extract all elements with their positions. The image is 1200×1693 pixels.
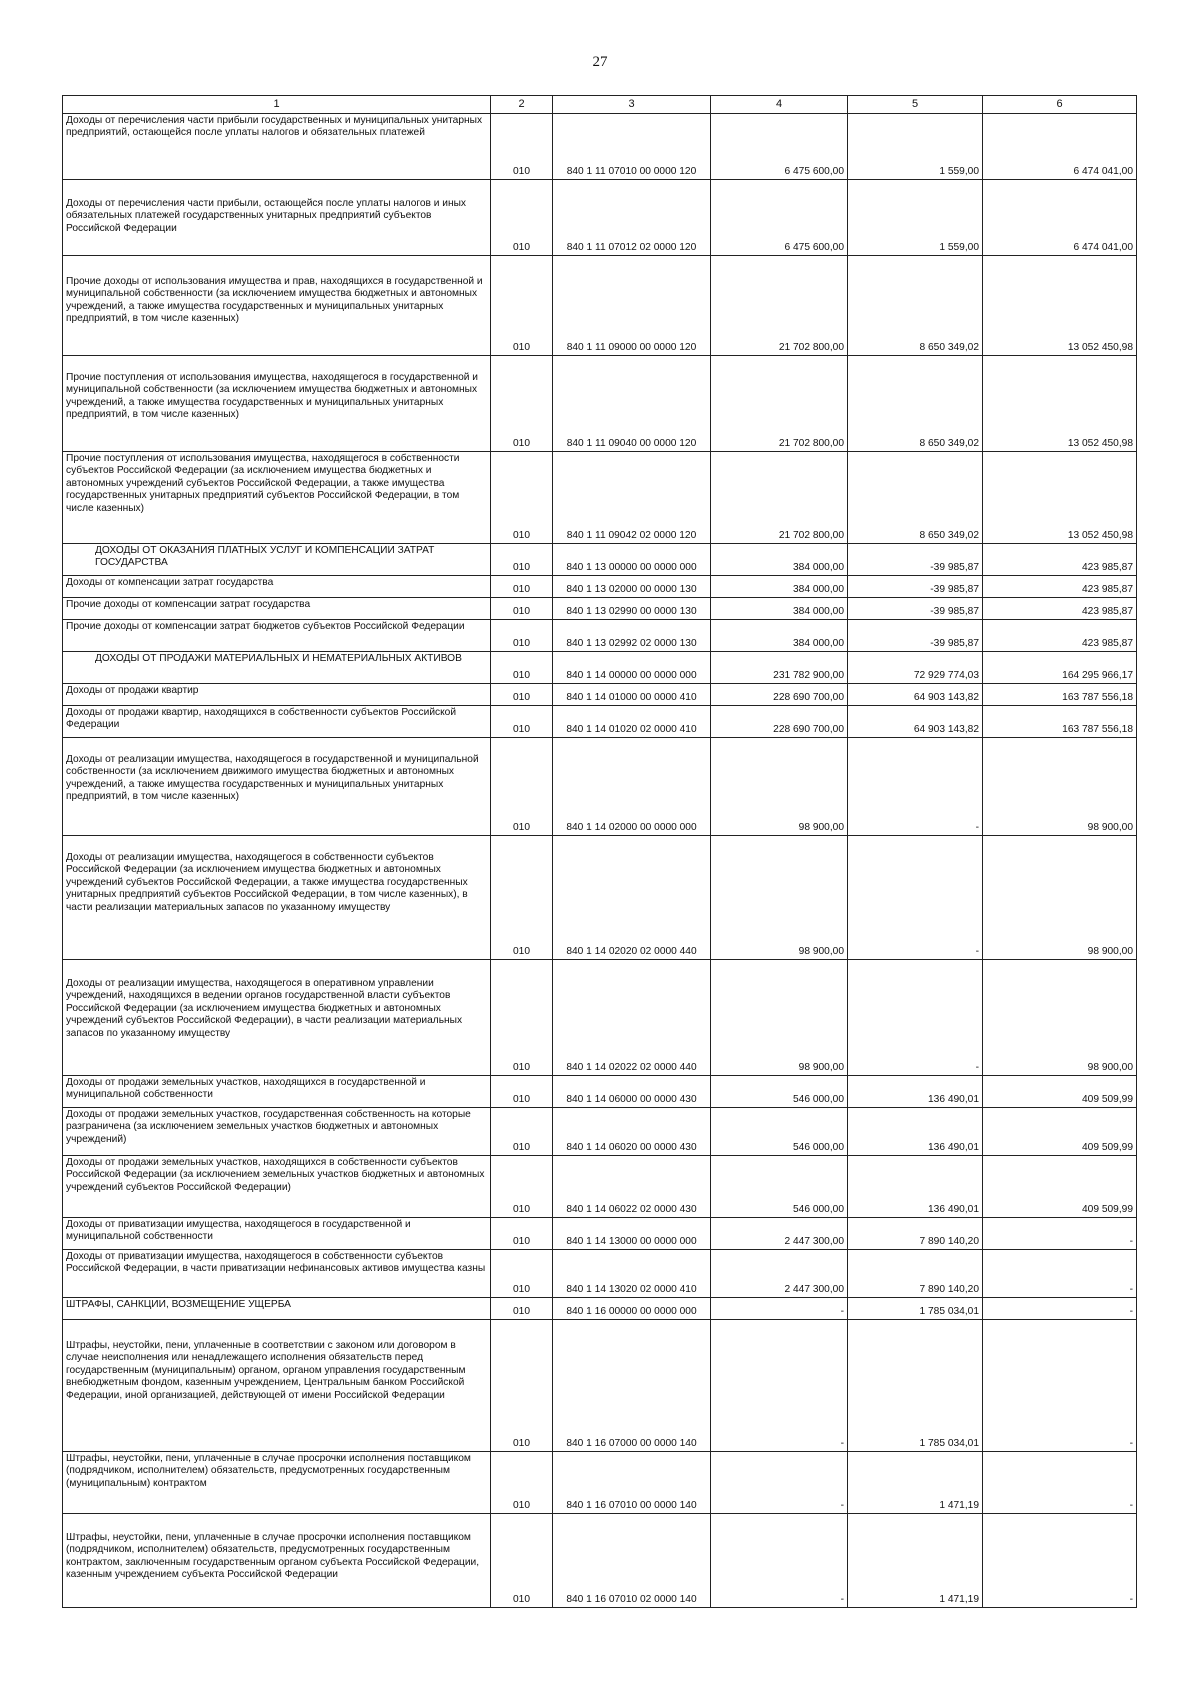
table-row	[63, 1250, 1137, 1298]
row-executed-amount: 1 559,00	[848, 180, 983, 256]
table-row	[63, 836, 1137, 960]
row-executed-amount: -	[848, 836, 983, 960]
row-remaining-amount: -	[983, 1514, 1137, 1608]
row-line-code: 010	[491, 576, 553, 598]
table-row	[63, 684, 1137, 706]
row-name: Доходы от реализации имущества, находящегося в оперативном управлении учреждений, находящихся в ведении органов государственной власти субъектов Российской Федерации (за исключением имущества бюджетных и автономных учреждений субъектов Российской Федерации), в части реализации материальных запасов по указанному имуществу	[63, 960, 491, 1076]
row-name: Штрафы, неустойки, пени, уплаченные в соответствии с законом или договором в случае неисполнения или ненадлежащего исполнения обязательств перед государственным (муниципальным) органом, органом управления государственным внебюджетным фондом, казенным учреждением, Центральным банком Российской Федерации, иной организацией, действующей от имени Российской Федерации	[63, 1320, 491, 1452]
row-executed-amount: 1 471,19	[848, 1514, 983, 1608]
row-plan-amount: 546 000,00	[711, 1076, 848, 1108]
row-budget-code: 840 1 16 07000 00 0000 140	[553, 1320, 711, 1452]
table-row	[63, 960, 1137, 1076]
column-header-2: 2	[491, 96, 553, 114]
row-plan-amount: 384 000,00	[711, 598, 848, 620]
table-row	[63, 356, 1137, 452]
page-number: 27	[592, 54, 608, 70]
row-name: Штрафы, неустойки, пени, уплаченные в случае просрочки исполнения поставщиком (подрядчиком, исполнителем) обязательств, предусмотренных государственным (муниципальным) контрактом	[63, 1452, 491, 1514]
row-remaining-amount: 163 787 556,18	[983, 706, 1137, 738]
row-line-code: 010	[491, 544, 553, 576]
row-remaining-amount: 98 900,00	[983, 960, 1137, 1076]
row-name: Доходы от продажи земельных участков, находящихся в государственной и муниципальной собственности	[63, 1076, 491, 1108]
row-remaining-amount: -	[983, 1320, 1137, 1452]
row-plan-amount: 6 475 600,00	[711, 180, 848, 256]
row-budget-code: 840 1 13 02992 02 0000 130	[553, 620, 711, 652]
row-name: Штрафы, неустойки, пени, уплаченные в случае просрочки исполнения поставщиком (подрядчиком, исполнителем) обязательств, предусмотренных государственным контрактом, заключенным государственным органом субъекта Российской Федерации, казенным учреждением субъекта Российской Федерации	[63, 1514, 491, 1608]
row-executed-amount: -39 985,87	[848, 544, 983, 576]
column-header-4: 4	[711, 96, 848, 114]
row-name: Доходы от реализации имущества, находящегося в государственной и муниципальной собственности (за исключением движимого имущества бюджетных и автономных учреждений, а также имущества государственных и муниципальных унитарных предприятий, в том числе казенных)	[63, 738, 491, 836]
row-name: Доходы от продажи земельных участков, государственная собственность на которые разграничена (за исключением земельных участков бюджетных и автономных учреждений)	[63, 1108, 491, 1156]
row-line-code: 010	[491, 1156, 553, 1218]
table-row	[63, 114, 1137, 180]
row-plan-amount: 21 702 800,00	[711, 256, 848, 356]
row-name: Прочие доходы от компенсации затрат бюджетов субъектов Российской Федерации	[63, 620, 491, 652]
row-budget-code: 840 1 13 02990 00 0000 130	[553, 598, 711, 620]
table-row	[63, 1514, 1137, 1608]
column-header-3: 3	[553, 96, 711, 114]
row-plan-amount: 384 000,00	[711, 620, 848, 652]
row-remaining-amount: 6 474 041,00	[983, 180, 1137, 256]
table-row	[63, 652, 1137, 684]
row-name: ДОХОДЫ ОТ ПРОДАЖИ МАТЕРИАЛЬНЫХ И НЕМАТЕРИАЛЬНЫХ АКТИВОВ	[63, 652, 491, 684]
row-line-code: 010	[491, 836, 553, 960]
row-remaining-amount: -	[983, 1250, 1137, 1298]
row-budget-code: 840 1 14 13020 02 0000 410	[553, 1250, 711, 1298]
row-line-code: 010	[491, 256, 553, 356]
row-plan-amount: 228 690 700,00	[711, 684, 848, 706]
table-row	[63, 544, 1137, 576]
row-budget-code: 840 1 13 02000 00 0000 130	[553, 576, 711, 598]
row-line-code: 010	[491, 180, 553, 256]
row-remaining-amount: 409 509,99	[983, 1156, 1137, 1218]
row-name: Доходы от перечисления части прибыли, остающейся после уплаты налогов и иных обязательных платежей государственных унитарных предприятий субъектов Российской Федерации	[63, 180, 491, 256]
row-budget-code: 840 1 16 00000 00 0000 000	[553, 1298, 711, 1320]
table-row	[63, 1156, 1137, 1218]
row-budget-code: 840 1 14 13000 00 0000 000	[553, 1218, 711, 1250]
table-row	[63, 1076, 1137, 1108]
row-remaining-amount: 409 509,99	[983, 1108, 1137, 1156]
row-name: Прочие поступления от использования имущества, находящегося в государственной и муниципальной собственности (за исключением имущества бюджетных и автономных учреждений, а также имущества государственных и муниципальных унитарных предприятий, в том числе казенных)	[63, 356, 491, 452]
row-remaining-amount: 163 787 556,18	[983, 684, 1137, 706]
row-remaining-amount: -	[983, 1218, 1137, 1250]
row-name: Прочие доходы от компенсации затрат государства	[63, 598, 491, 620]
row-budget-code: 840 1 14 01020 02 0000 410	[553, 706, 711, 738]
row-remaining-amount: 13 052 450,98	[983, 356, 1137, 452]
row-remaining-amount: 409 509,99	[983, 1076, 1137, 1108]
row-plan-amount: -	[711, 1298, 848, 1320]
row-plan-amount: -	[711, 1452, 848, 1514]
row-budget-code: 840 1 14 06020 00 0000 430	[553, 1108, 711, 1156]
row-line-code: 010	[491, 1076, 553, 1108]
row-budget-code: 840 1 11 07010 00 0000 120	[553, 114, 711, 180]
row-line-code: 010	[491, 706, 553, 738]
row-executed-amount: -	[848, 960, 983, 1076]
row-plan-amount: 384 000,00	[711, 544, 848, 576]
row-remaining-amount: -	[983, 1298, 1137, 1320]
row-remaining-amount: 13 052 450,98	[983, 256, 1137, 356]
row-line-code: 010	[491, 1452, 553, 1514]
row-name: Доходы от продажи квартир	[63, 684, 491, 706]
row-remaining-amount: 98 900,00	[983, 738, 1137, 836]
row-executed-amount: 64 903 143,82	[848, 684, 983, 706]
row-budget-code: 840 1 14 02000 00 0000 000	[553, 738, 711, 836]
table-row	[63, 1298, 1137, 1320]
row-executed-amount: 64 903 143,82	[848, 706, 983, 738]
row-line-code: 010	[491, 452, 553, 544]
income-table	[62, 95, 1137, 1608]
table-row	[63, 576, 1137, 598]
row-executed-amount: 136 490,01	[848, 1156, 983, 1218]
row-remaining-amount: 423 985,87	[983, 576, 1137, 598]
row-remaining-amount: 13 052 450,98	[983, 452, 1137, 544]
row-budget-code: 840 1 14 02022 02 0000 440	[553, 960, 711, 1076]
row-executed-amount: 1 471,19	[848, 1452, 983, 1514]
row-line-code: 010	[491, 1514, 553, 1608]
row-name: Прочие поступления от использования имущества, находящегося в собственности субъектов Российской Федерации (за исключением имущества бюджетных и автономных учреждений субъектов Российской Федерации, а также имущества государственных унитарных предприятий субъектов Российской Федерации, в том числе казенных)	[63, 452, 491, 544]
table-row	[63, 452, 1137, 544]
row-plan-amount: 231 782 900,00	[711, 652, 848, 684]
row-executed-amount: 8 650 349,02	[848, 452, 983, 544]
row-remaining-amount: 423 985,87	[983, 544, 1137, 576]
row-plan-amount: 384 000,00	[711, 576, 848, 598]
row-remaining-amount: 98 900,00	[983, 836, 1137, 960]
row-name: ШТРАФЫ, САНКЦИИ, ВОЗМЕЩЕНИЕ УЩЕРБА	[63, 1298, 491, 1320]
row-plan-amount: 2 447 300,00	[711, 1250, 848, 1298]
row-plan-amount: 228 690 700,00	[711, 706, 848, 738]
row-line-code: 010	[491, 356, 553, 452]
row-executed-amount: 7 890 140,20	[848, 1218, 983, 1250]
row-plan-amount: 21 702 800,00	[711, 452, 848, 544]
row-budget-code: 840 1 11 09042 02 0000 120	[553, 452, 711, 544]
column-header-row	[63, 96, 1137, 114]
table-row	[63, 1452, 1137, 1514]
row-budget-code: 840 1 16 07010 02 0000 140	[553, 1514, 711, 1608]
row-executed-amount: -	[848, 738, 983, 836]
row-remaining-amount: 423 985,87	[983, 598, 1137, 620]
row-line-code: 010	[491, 652, 553, 684]
row-line-code: 010	[491, 1298, 553, 1320]
row-remaining-amount: 6 474 041,00	[983, 114, 1137, 180]
row-plan-amount: 546 000,00	[711, 1156, 848, 1218]
table-row	[63, 1108, 1137, 1156]
table-row	[63, 180, 1137, 256]
row-budget-code: 840 1 14 06022 02 0000 430	[553, 1156, 711, 1218]
table-row	[63, 1218, 1137, 1250]
row-remaining-amount: -	[983, 1452, 1137, 1514]
row-plan-amount: 98 900,00	[711, 738, 848, 836]
row-name: Доходы от компенсации затрат государства	[63, 576, 491, 598]
table-row	[63, 598, 1137, 620]
row-plan-amount: 98 900,00	[711, 960, 848, 1076]
row-remaining-amount: 423 985,87	[983, 620, 1137, 652]
column-header-5: 5	[848, 96, 983, 114]
row-line-code: 010	[491, 598, 553, 620]
row-name: Доходы от продажи земельных участков, находящихся в собственности субъектов Российской Федерации (за исключением земельных участков бюджетных и автономных учреждений субъектов Российской Федерации)	[63, 1156, 491, 1218]
row-executed-amount: 8 650 349,02	[848, 356, 983, 452]
row-name: ДОХОДЫ ОТ ОКАЗАНИЯ ПЛАТНЫХ УСЛУГ И КОМПЕНСАЦИИ ЗАТРАТ ГОСУДАРСТВА	[63, 544, 491, 576]
row-line-code: 010	[491, 620, 553, 652]
row-budget-code: 840 1 14 06000 00 0000 430	[553, 1076, 711, 1108]
row-executed-amount: 136 490,01	[848, 1108, 983, 1156]
row-budget-code: 840 1 16 07010 00 0000 140	[553, 1452, 711, 1514]
row-executed-amount: -39 985,87	[848, 620, 983, 652]
row-plan-amount: -	[711, 1320, 848, 1452]
row-plan-amount: 21 702 800,00	[711, 356, 848, 452]
row-executed-amount: 72 929 774,03	[848, 652, 983, 684]
row-executed-amount: 1 785 034,01	[848, 1298, 983, 1320]
row-name: Доходы от реализации имущества, находящегося в собственности субъектов Российской Федерации (за исключением имущества бюджетных и автономных учреждений субъектов Российской Федерации, а также имущества государственных унитарных предприятий субъектов Российской Федерации, в том числе казенных), в части реализации материальных запасов по указанному имуществу	[63, 836, 491, 960]
row-budget-code: 840 1 11 09000 00 0000 120	[553, 256, 711, 356]
row-name: Доходы от перечисления части прибыли государственных и муниципальных унитарных предприятий, остающейся после уплаты налогов и обязательных платежей	[63, 114, 491, 180]
row-line-code: 010	[491, 114, 553, 180]
row-line-code: 010	[491, 1218, 553, 1250]
table-row	[63, 620, 1137, 652]
row-plan-amount: 546 000,00	[711, 1108, 848, 1156]
row-budget-code: 840 1 11 09040 00 0000 120	[553, 356, 711, 452]
row-executed-amount: 1 559,00	[848, 114, 983, 180]
row-budget-code: 840 1 11 07012 02 0000 120	[553, 180, 711, 256]
row-executed-amount: -39 985,87	[848, 576, 983, 598]
row-budget-code: 840 1 13 00000 00 0000 000	[553, 544, 711, 576]
column-header-6: 6	[983, 96, 1137, 114]
row-budget-code: 840 1 14 00000 00 0000 000	[553, 652, 711, 684]
row-budget-code: 840 1 14 01000 00 0000 410	[553, 684, 711, 706]
row-line-code: 010	[491, 1250, 553, 1298]
row-line-code: 010	[491, 684, 553, 706]
row-plan-amount: -	[711, 1514, 848, 1608]
row-executed-amount: 136 490,01	[848, 1076, 983, 1108]
table-row	[63, 1320, 1137, 1452]
row-plan-amount: 6 475 600,00	[711, 114, 848, 180]
row-executed-amount: 1 785 034,01	[848, 1320, 983, 1452]
row-plan-amount: 98 900,00	[711, 836, 848, 960]
column-header-1: 1	[63, 96, 491, 114]
row-line-code: 010	[491, 960, 553, 1076]
row-name: Прочие доходы от использования имущества и прав, находящихся в государственной и муниципальной собственности (за исключением имущества бюджетных и автономных учреждений, а также имущества государственных и муниципальных унитарных предприятий, в том числе казенных)	[63, 256, 491, 356]
row-budget-code: 840 1 14 02020 02 0000 440	[553, 836, 711, 960]
row-line-code: 010	[491, 1320, 553, 1452]
row-line-code: 010	[491, 1108, 553, 1156]
row-plan-amount: 2 447 300,00	[711, 1218, 848, 1250]
row-name: Доходы от продажи квартир, находящихся в собственности субъектов Российской Федерации	[63, 706, 491, 738]
table-row	[63, 706, 1137, 738]
row-executed-amount: 8 650 349,02	[848, 256, 983, 356]
row-executed-amount: 7 890 140,20	[848, 1250, 983, 1298]
row-name: Доходы от приватизации имущества, находящегося в государственной и муниципальной собственности	[63, 1218, 491, 1250]
row-remaining-amount: 164 295 966,17	[983, 652, 1137, 684]
row-executed-amount: -39 985,87	[848, 598, 983, 620]
table-row	[63, 256, 1137, 356]
table-row	[63, 738, 1137, 836]
row-line-code: 010	[491, 738, 553, 836]
row-name: Доходы от приватизации имущества, находящегося в собственности субъектов Российской Федерации, в части приватизации нефинансовых активов имущества казны	[63, 1250, 491, 1298]
